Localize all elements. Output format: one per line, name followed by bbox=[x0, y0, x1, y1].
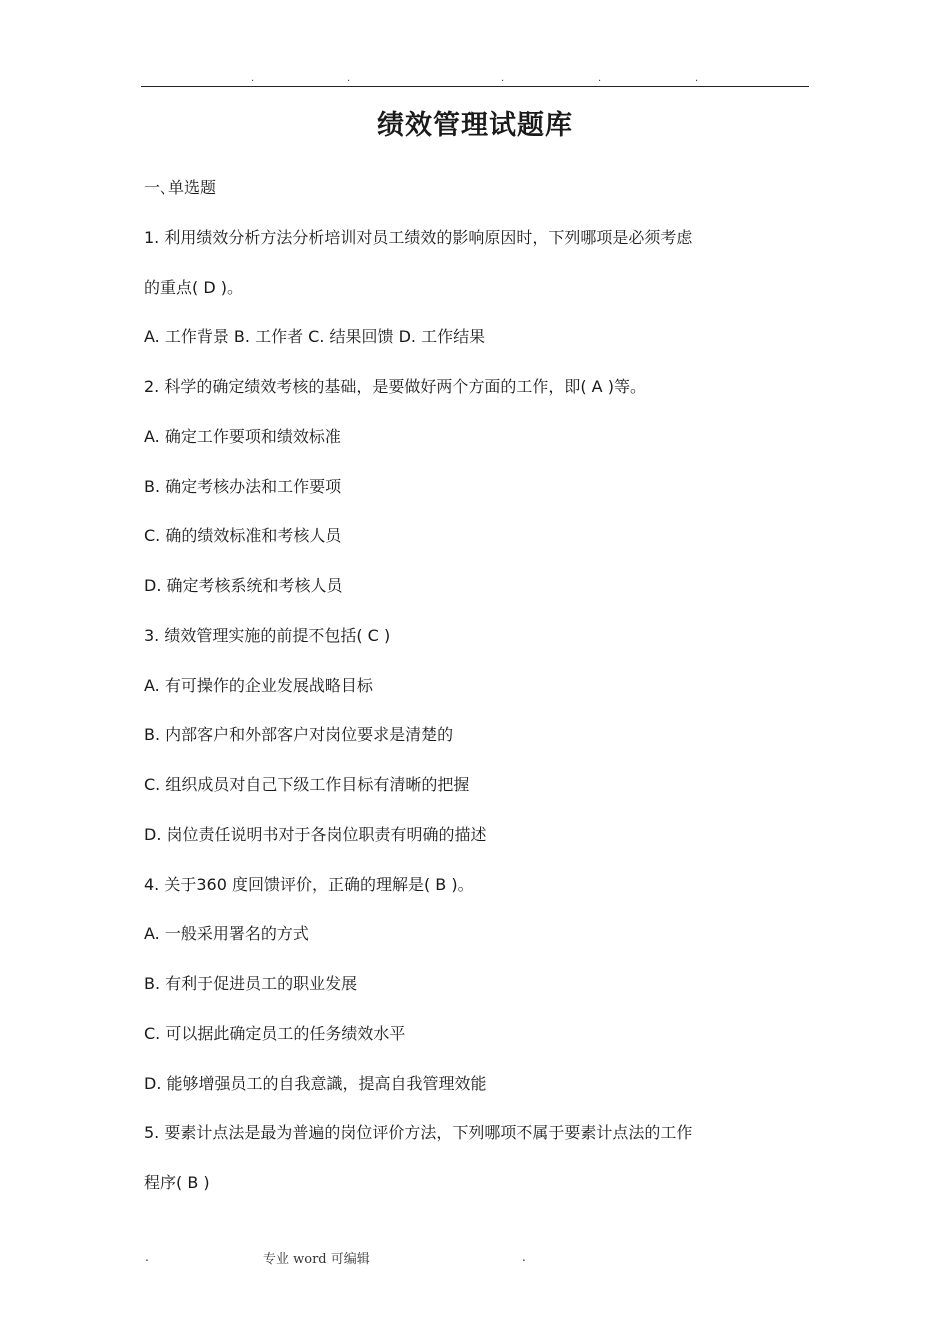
answer-option: C. 组织成员对自己下级工作目标有清晰的把握 bbox=[144, 775, 470, 794]
question-text: 2. 科学的确定绩效考核的基础，是要做好两个方面的工作，即( A )等。 bbox=[144, 377, 646, 396]
document-title: 绩效管理试题库 bbox=[377, 110, 573, 141]
answer-option: D. 能够增强员工的自我意識，提高自我管理效能 bbox=[144, 1074, 487, 1093]
answer-option: B. 确定考核办法和工作要项 bbox=[144, 477, 342, 496]
answer-option: A. 有可操作的企业发展战略目标 bbox=[144, 676, 373, 695]
section-heading: 一､单选题 bbox=[144, 178, 217, 197]
header-dot: . bbox=[598, 73, 602, 84]
answer-option: D. 确定考核系统和考核人员 bbox=[144, 576, 343, 595]
footer-dot: . bbox=[145, 1250, 149, 1264]
question-text: 4. 关于360 度回馈评价，正确的理解是( B )。 bbox=[144, 875, 474, 894]
footer-text: 专业 word 可编辑 bbox=[263, 1252, 370, 1267]
question-text: 程序( B ) bbox=[144, 1173, 210, 1192]
footer-dot: . bbox=[522, 1250, 526, 1264]
answer-option: C. 确的绩效标准和考核人员 bbox=[144, 526, 342, 545]
header-dot: . bbox=[501, 73, 505, 84]
question-text: 1. 利用绩效分析方法分析培训对员工绩效的影响原因时，下列哪项是必须考虑 bbox=[144, 228, 693, 247]
question-text: 5. 要素计点法是最为普遍的岗位评价方法，下列哪项不属于要素计点法的工作 bbox=[144, 1123, 693, 1142]
answer-options: A. 工作背景 B. 工作者 C. 结果回馈 D. 工作结果 bbox=[144, 327, 486, 346]
answer-option: B. 有利于促进员工的职业发展 bbox=[144, 974, 358, 993]
answer-option: B. 内部客户和外部客户对岗位要求是清楚的 bbox=[144, 725, 454, 744]
answer-option: A. 确定工作要项和绩效标准 bbox=[144, 427, 341, 446]
question-text: 的重点( D )。 bbox=[144, 278, 243, 297]
header-dot: . bbox=[251, 73, 255, 84]
question-text: 3. 绩效管理实施的前提不包括( C ) bbox=[144, 626, 391, 645]
answer-option: D. 岗位责任说明书对于各岗位职责有明确的描述 bbox=[144, 825, 487, 844]
header-dot: . bbox=[347, 73, 351, 84]
answer-option: C. 可以据此确定员工的任务绩效水平 bbox=[144, 1024, 406, 1043]
answer-option: A. 一般采用署名的方式 bbox=[144, 924, 309, 943]
header-rule bbox=[141, 86, 809, 87]
header-dot: . bbox=[695, 73, 699, 84]
